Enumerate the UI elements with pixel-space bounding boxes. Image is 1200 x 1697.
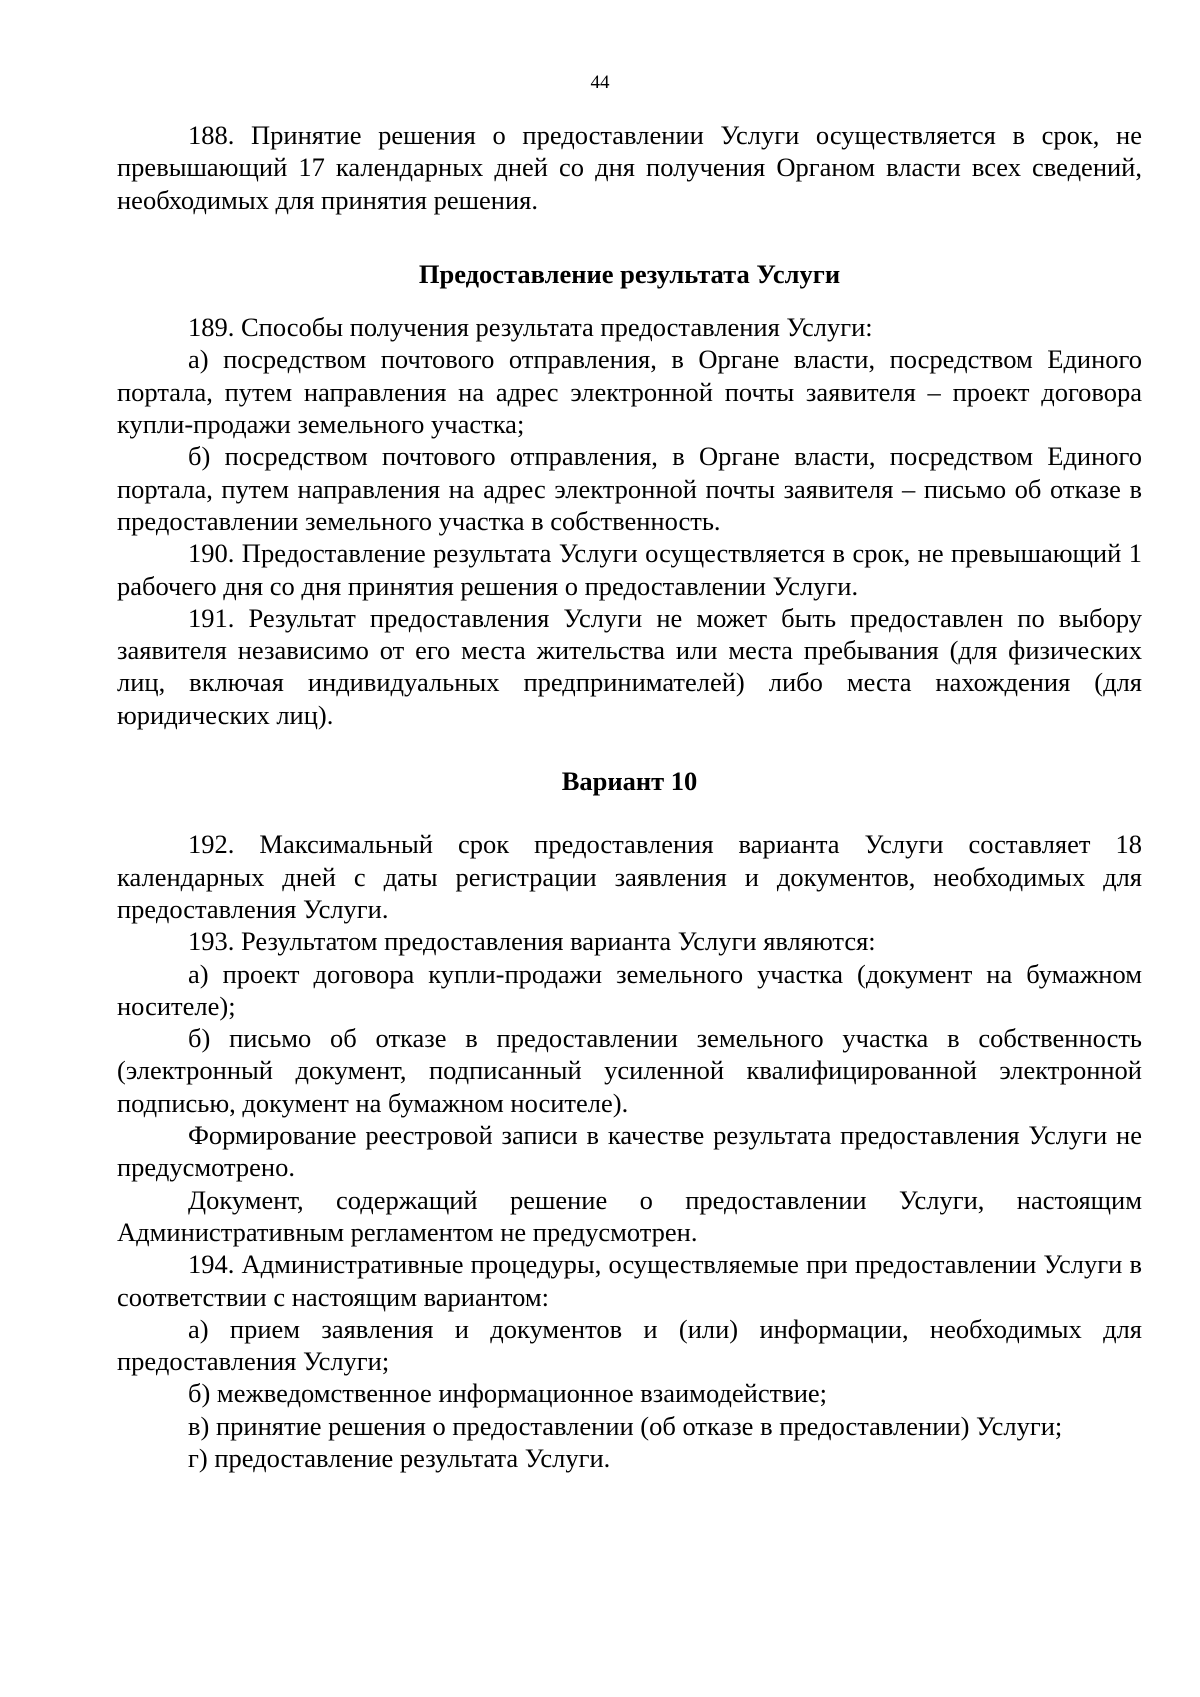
paragraph-194-d: г) предоставление результата Услуги. <box>188 1442 611 1473</box>
paragraph-194: 194. Административные процедуры, осуществляемые при предоставлении Услуги в соответствии с настоящим вариантом: <box>117 1249 1142 1312</box>
paragraph-194-b: б) межведомственное информационное взаимодействие; <box>188 1378 828 1409</box>
section-heading-result: Предоставление результата Услуги <box>418 258 841 289</box>
paragraph-193-b: б) письмо об отказе в предоставлении земельного участка в собственность (электронный документ, подписанный усиленной квалифицированной электронной подписью, документ на бумажном носителе). <box>117 1023 1142 1118</box>
paragraph-192: 192. Максимальный срок предоставления варианта Услуги составляет 18 календарных дней с даты регистрации заявления и документов, необходимых для предоставления Услуги. <box>117 829 1142 924</box>
paragraph-188: 188. Принятие решения о предоставлении Услуги осуществляется в срок, не превышающий 17 календарных дней со дня получения Органом власти всех сведений, необходимых для принятия решения. <box>117 120 1142 215</box>
paragraph-189-a: а) посредством почтового отправления, в Органе власти, посредством Единого портала, путем направления на адрес электронной почты заявителя – проект договора купли-продажи земельного участка; <box>117 344 1142 440</box>
paragraph-189-b: б) посредством почтового отправления, в Органе власти, посредством Единого портала, путем направления на адрес электронной почты заявителя – письмо об отказе в предоставлении земельного участка в собственность. <box>117 441 1142 536</box>
section-heading-variant: Вариант 10 <box>561 766 698 797</box>
paragraph-189: 189. Способы получения результата предоставления Услуги: <box>188 312 873 343</box>
paragraph-194-c: в) принятие решения о предоставлении (об отказе в предоставлении) Услуги; <box>188 1410 1063 1441</box>
paragraph-194-a: а) прием заявления и документов и (или) информации, необходимых для предоставления Услуги; <box>117 1313 1142 1377</box>
paragraph-193-a: а) проект договора купли-продажи земельного участка (документ на бумажном носителе); <box>117 958 1142 1021</box>
page-number: 44 <box>590 72 610 93</box>
paragraph-191: 191. Результат предоставления Услуги не может быть предоставлен по выбору заявителя независимо от его места жительства или места пребывания (для физических лиц, включая индивидуальных предпринимателей) либо места нахождения (для юридических лиц). <box>117 602 1142 730</box>
paragraph-193-d: Документ, содержащий решение о предоставлении Услуги, настоящим Административным регламентом не предусмотрен. <box>117 1184 1142 1247</box>
document-body <box>117 119 1142 1474</box>
paragraph-193-c: Формирование реестровой записи в качестве результата предоставления Услуги не предусмотрено. <box>117 1120 1142 1183</box>
paragraph-193: 193. Результатом предоставления варианта Услуги являются: <box>188 926 876 957</box>
paragraph-190: 190. Предоставление результата Услуги осуществляется в срок, не превышающий 1 рабочего дня со дня принятия решения о предоставлении Услуги. <box>117 538 1142 601</box>
